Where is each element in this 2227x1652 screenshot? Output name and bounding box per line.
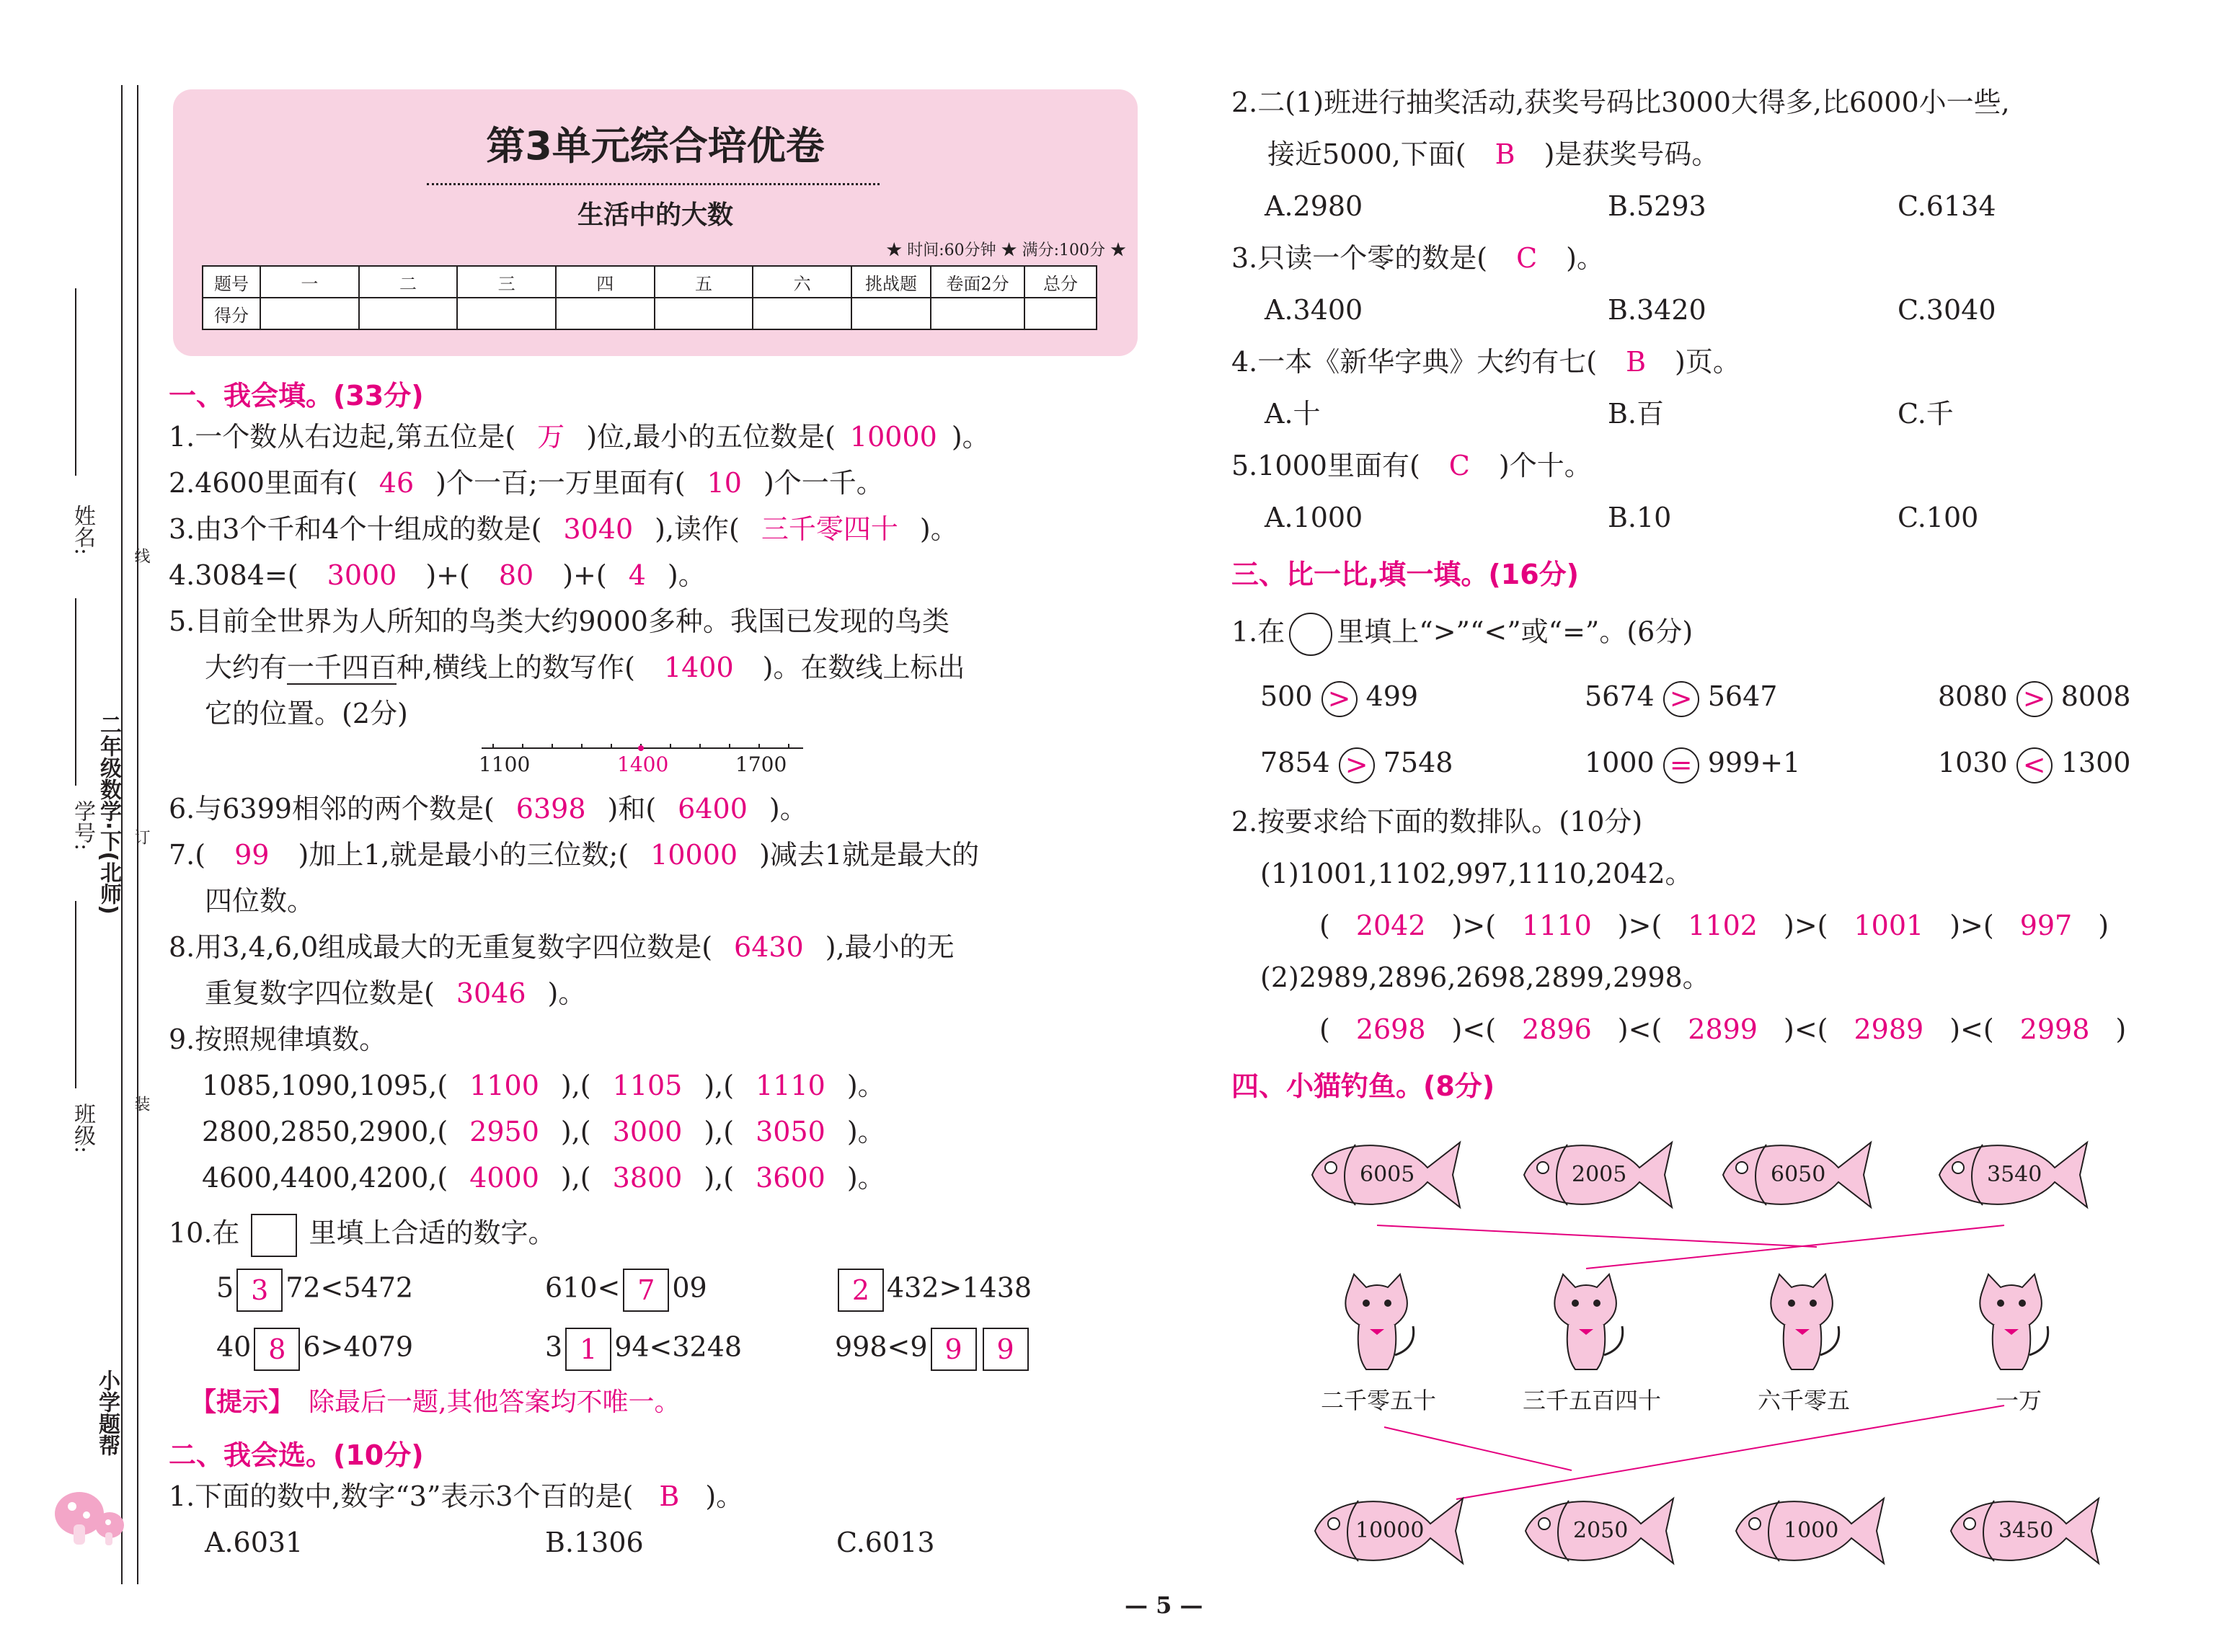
q-text: )位,最小的五位数是( [586,421,836,453]
q-text: 4600,4400,4200,( [202,1162,448,1194]
section-3-heading: 三、比一比,填一填。(16分) [1231,559,1580,590]
digit-box[interactable]: 7 [623,1269,669,1312]
option-c[interactable]: C.100 [1898,502,1979,533]
question-1-8-line2 [205,976,585,1011]
compare-item [1585,679,1777,717]
digit-fill-item [216,1328,413,1371]
score-cell[interactable] [556,298,655,329]
digit-fill-item [835,1269,1032,1312]
paren: ( [1485,910,1497,941]
question-2-4 [1231,345,1740,379]
number-line-label: 1700 [735,752,787,776]
table-cell: 卷面2分 [931,266,1024,298]
q-text: )。 [547,977,586,1009]
score-cell[interactable] [260,298,359,329]
q-text: 2800,2850,2900,( [202,1116,448,1147]
op: < [1960,1013,1983,1045]
option-a[interactable]: A.1000 [1265,502,1363,533]
time-score-info: ★ 时间:60分钟 ★ 满分:100分 ★ [886,241,1126,259]
q-text: 5.1000里面有( [1231,450,1420,481]
fish-label: 1000 [1784,1518,1839,1543]
paren: ( [1817,910,1828,941]
q-text: 里填上合适的数字。 [309,1217,556,1249]
sort-answer-2 [1319,1012,2126,1047]
answer: 6398 [515,793,586,825]
op: < [1462,1013,1486,1045]
op: < [1794,1013,1818,1045]
answer: 3046 [456,977,526,1009]
digit-fill-item [545,1269,707,1312]
question-1-7 [169,838,979,872]
q-text: 5647 [1707,680,1778,712]
book-label: 二年级数学·下(北师) [96,714,121,915]
paren: ( [1485,1013,1497,1045]
question-2-5 [1231,448,1592,483]
question-1-5-line3: 它的位置。(2分) [205,698,408,729]
digit-fill-item [545,1328,742,1371]
digit-box[interactable]: 8 [254,1328,300,1371]
tip [190,1385,680,1420]
sort-answer-1 [1319,908,2109,943]
q-text: ),( [560,1162,591,1194]
q-text: )+( [425,559,470,591]
option-c[interactable]: C.千 [1898,398,1954,430]
empty-box-icon [251,1214,297,1257]
answer: 万 [537,421,565,453]
number-line-answer-label: 1400 [617,752,669,776]
fish-6050[interactable] [1716,1132,1882,1218]
op: < [1628,1013,1652,1045]
q-text: ),最小的无 [825,931,955,963]
answer: 6400 [678,793,748,825]
fish-3450[interactable] [1944,1488,2109,1574]
q-text: 里填上“>”“<”或“=”。(6分) [1337,616,1694,648]
answer: 3000 [612,1116,683,1147]
paren: ) [1949,910,1961,941]
binding-ding: 订 [132,829,150,845]
cat-icon[interactable] [1752,1269,1853,1377]
question-1-7-line2: 四位数。 [205,885,315,917]
section-1-heading: 一、我会填。(33分) [169,380,424,412]
question-3-1 [1231,613,1693,656]
option-c[interactable]: C.6013 [836,1527,935,1558]
option-b[interactable]: B.5293 [1608,190,1706,222]
table-cell: 六 [753,266,851,298]
op: > [1960,910,1983,941]
section-4-heading: 四、小猫钓鱼。(8分) [1231,1070,1495,1102]
q-text: 998<9 [835,1331,928,1363]
compare-circle[interactable]: > [1663,681,1699,717]
q-text: 432>1438 [887,1271,1032,1304]
question-1-5-line2 [205,650,965,685]
q-text: 72<5472 [285,1271,414,1304]
cat-label: 六千零五 [1758,1387,1851,1414]
fish-3540[interactable] [1932,1132,2098,1218]
paren: ) [1451,910,1463,941]
question-1-5-line1: 5.目前全世界为人所知的鸟类大约9000多种。我国已发现的鸟类 [169,605,949,637]
answer: 4 [628,559,646,591]
score-cell[interactable] [1024,298,1097,329]
answer: 2042 [1355,910,1426,941]
answer: 4000 [469,1162,539,1194]
binding-xian: 线 [132,548,150,564]
answer: 2698 [1355,1013,1426,1045]
answer: 3040 [563,513,634,545]
mushroom-icon [50,1485,130,1550]
q-text: 1030 [1938,747,2008,778]
q-text: )减去1就是最大的 [759,839,980,871]
class-label: 班级: [70,1103,95,1154]
paren: ) [1617,910,1629,941]
digit-box[interactable]: 9 [983,1328,1029,1371]
question-2-1 [169,1479,743,1514]
op: > [1628,910,1652,941]
q-text: 500 [1260,680,1313,712]
q-text: 8080 [1938,680,2008,712]
page-number: — 5 — [1125,1591,1203,1619]
fish-2050[interactable] [1518,1488,1684,1574]
sequence-row [202,1160,885,1195]
q-text: 4.3084=( [169,559,298,591]
q-text: 610< [545,1271,621,1304]
q-text: 7548 [1383,747,1453,778]
answer: 2989 [1854,1013,1924,1045]
q-text: )和( [607,793,657,825]
answer: B [659,1480,680,1512]
underlined-text: 一千四百 [287,652,397,683]
question-2-2-line2 [1267,137,1719,172]
q-text: 6>4079 [303,1331,414,1363]
fish-label: 2005 [1572,1162,1627,1187]
question-1-9: 9.按照规律填数。 [169,1023,387,1055]
answer: 997 [2019,910,2073,941]
answer: B [1495,138,1515,170]
option-c[interactable]: C.3040 [1898,294,1996,326]
tip-text: 除最后一题,其他答案均不唯一。 [309,1387,681,1417]
question-1-6 [169,791,807,826]
sort-list-1: (1)1001,1102,997,1110,2042。 [1260,858,1693,889]
q-text: )。 [846,1116,885,1147]
answer: 99 [234,839,270,871]
answer: 1102 [1688,910,1758,941]
question-1-8 [169,930,955,964]
score-table [202,265,1097,330]
option-b[interactable]: B.1306 [545,1527,644,1558]
table-cell: 得分 [203,298,260,329]
answer: 10000 [849,421,937,453]
paren: ( [1817,1013,1828,1045]
compare-item [1260,679,1418,717]
q-text: 大约有 [205,652,288,683]
answer: 1400 [663,652,734,683]
q-text: ),( [704,1162,735,1194]
answer: 2896 [1522,1013,1592,1045]
answer: 3800 [612,1162,683,1194]
class-blank [75,901,76,1088]
q-text: )。 [705,1480,744,1512]
q-text: )。 [951,421,990,453]
empty-circle-icon [1289,613,1332,656]
question-1-4 [169,558,706,592]
option-c[interactable]: C.6134 [1898,190,1996,222]
q-text: 3.只读一个零的数是( [1231,242,1488,274]
table-cell: 挑战题 [851,266,931,298]
answer: B [1626,346,1647,378]
sort-list-2: (2)2989,2896,2698,2899,2998。 [1260,962,1710,993]
answer: 1110 [1522,910,1592,941]
compare-item [1938,679,2130,717]
q-text: )页。 [1675,346,1740,378]
compare-item [1938,745,2130,783]
digit-box[interactable]: 3 [236,1269,283,1312]
question-2-2: 2.二(1)班进行抽奖活动,获奖号码比3000大得多,比6000小一些, [1231,86,2010,118]
q-text: 7.( [169,839,206,871]
q-text: 1300 [2060,747,2131,778]
option-a[interactable]: A.3400 [1265,294,1363,326]
digit-box[interactable]: 9 [931,1328,977,1371]
answer: 3050 [756,1116,825,1147]
q-text: ),( [704,1070,735,1101]
table-cell: 四 [556,266,655,298]
q-text: 2.4600里面有( [169,467,358,499]
option-a[interactable]: A.6031 [205,1527,304,1558]
compare-circle[interactable]: < [2016,747,2053,783]
score-cell[interactable] [655,298,753,329]
question-3-2: 2.按要求给下面的数排队。(10分) [1231,806,1643,838]
number-line-label: 1100 [479,752,531,776]
fish-1000[interactable] [1729,1488,1895,1574]
fish-label: 6005 [1360,1162,1415,1187]
table-cell: 五 [655,266,753,298]
digit-fill-item [216,1269,413,1312]
compare-circle[interactable]: = [1663,747,1699,783]
tip-label: 【提示】 [190,1387,295,1417]
q-text: 1085,1090,1095,( [202,1070,448,1101]
digit-fill-item [835,1328,1032,1371]
paren: ( [1319,910,1330,941]
question-1-3 [169,512,958,546]
fish-label: 6050 [1771,1162,1826,1187]
answer: 3600 [756,1162,825,1194]
q-text: 5 [216,1271,234,1304]
fish-label: 3450 [1998,1518,2054,1543]
q-text: )个十。 [1498,450,1592,481]
compare-circle[interactable]: > [1321,681,1358,717]
name-blank [75,288,76,476]
score-cell[interactable] [851,298,931,329]
q-text: 8008 [2060,680,2131,712]
op: > [1462,910,1486,941]
table-cell: 二 [359,266,458,298]
cat-icon[interactable] [1327,1269,1427,1377]
q-text: 8.用3,4,6,0组成最大的无重复数字四位数是( [169,931,713,963]
q-text: )。 [1566,242,1604,274]
q-text: 10.在 [169,1217,240,1249]
q-text: 999+1 [1707,747,1801,778]
compare-circle[interactable]: > [2016,681,2053,717]
score-table-score-row [203,298,1097,329]
option-b[interactable]: B.3420 [1608,294,1706,326]
brand-label: 小学题帮 [94,1369,120,1456]
q-text: 94<3248 [614,1331,743,1363]
answer: 1100 [469,1070,539,1101]
option-b[interactable]: B.10 [1608,502,1672,533]
q-text: 5674 [1585,680,1655,712]
q-text: )。 [667,559,706,591]
answer: 2950 [469,1116,539,1147]
option-a[interactable]: A.2980 [1265,190,1363,222]
q-text: 1.一个数从右边起,第五位是( [169,421,516,453]
answer: 1105 [612,1070,683,1101]
paren: ) [1783,1013,1794,1045]
answer: 2899 [1688,1013,1758,1045]
q-text: 3 [545,1331,563,1363]
title-divider [427,183,880,185]
paren: ) [2115,1013,2127,1045]
option-a[interactable]: A.十 [1265,398,1321,430]
paren: ( [1983,910,1994,941]
compare-item [1585,745,1800,783]
q-text: 499 [1365,680,1419,712]
paren: ) [1949,1013,1961,1045]
fish-label: 10000 [1355,1518,1425,1543]
binding-zhuang: 装 [132,1096,150,1111]
score-cell[interactable] [359,298,458,329]
q-text: ),( [560,1070,591,1101]
fish-label: 2050 [1573,1518,1629,1543]
page-subtitle: 生活中的大数 [577,200,733,230]
q-text: 7854 [1260,747,1330,778]
q-text: )。 [846,1162,885,1194]
q-text: )个一百;一万里面有( [435,467,686,499]
answer: 80 [498,559,534,591]
answer: 6430 [734,931,804,963]
paren: ) [1451,1013,1463,1045]
answer: 1001 [1854,910,1924,941]
paren: ( [1651,910,1662,941]
score-cell[interactable] [931,298,1024,329]
compare-item [1260,745,1453,783]
q-text: )个一千。 [763,467,884,499]
q-text: )。 [769,793,807,825]
question-1-2 [169,466,884,500]
answer: 10 [707,467,742,499]
fish-label: 3540 [1987,1162,2042,1187]
answer: 10000 [650,839,738,871]
q-text: )是获奖号码。 [1544,138,1719,170]
q-text: ),( [560,1116,591,1147]
cat-label: 二千零五十 [1321,1387,1437,1414]
q-text: ),( [704,1116,735,1147]
fish-2005[interactable] [1517,1132,1683,1218]
q-text: 09 [672,1271,707,1304]
question-2-3 [1231,241,1604,275]
q-text: 3.由3个千和4个十组成的数是( [169,513,542,545]
paren: ) [2098,910,2109,941]
score-cell[interactable] [753,298,851,329]
q-text: 4.一本《新华字典》大约有七( [1231,346,1598,378]
q-text: 接近5000,下面( [1267,138,1466,170]
paren: ( [1651,1013,1662,1045]
q-text: 1.在 [1231,616,1285,648]
q-text: ),读作( [655,513,740,545]
compare-circle[interactable]: > [1339,747,1375,783]
cat-label: 三千五百四十 [1523,1387,1662,1414]
answer: 46 [378,467,415,499]
answer: 2998 [2019,1013,2090,1045]
fish-6005[interactable] [1305,1132,1471,1218]
score-table-head-row [203,266,1097,298]
fish-10000[interactable] [1308,1488,1474,1574]
op: > [1794,910,1818,941]
answer: 3000 [327,559,397,591]
number-blank [75,598,76,786]
q-text: 1.下面的数中,数字“3”表示3个百的是( [169,1480,634,1512]
q-text: 1000 [1585,747,1655,778]
table-cell: 一 [260,266,359,298]
question-1-10 [169,1214,555,1257]
paren: ( [1983,1013,1994,1045]
digit-box[interactable]: 1 [565,1328,611,1371]
answer: C [1516,242,1538,274]
cat-label: 一万 [1996,1387,2042,1414]
cat-icon[interactable] [1536,1269,1637,1377]
paren: ( [1319,1013,1330,1045]
answer: 三千零四十 [761,513,898,545]
sequence-row [202,1114,885,1149]
q-text: )。在数线上标出 [762,652,965,683]
q-text: 重复数字四位数是( [205,977,435,1009]
q-text: )+( [562,559,607,591]
q-text: 6.与6399相邻的两个数是( [169,793,495,825]
number-label: 学号: [70,800,95,851]
q-text: )加上1,就是最小的三位数;( [298,839,629,871]
sequence-row [202,1068,885,1103]
digit-box[interactable]: 2 [838,1269,884,1312]
q-text: )。 [846,1070,885,1101]
name-label: 姓名: [70,505,95,556]
q-text: )。 [919,513,958,545]
paren: ) [1783,910,1794,941]
q-text: 种,横线上的数写作( [397,652,635,683]
table-cell: 总分 [1024,266,1097,298]
header-panel [173,89,1138,356]
page-title: 第3单元综合培优卷 [486,123,825,169]
question-1-1 [169,419,990,454]
table-cell: 题号 [203,266,260,298]
option-b[interactable]: B.百 [1608,398,1665,430]
score-cell[interactable] [457,298,556,329]
table-cell: 三 [457,266,556,298]
answer: C [1448,450,1470,481]
cat-icon[interactable] [1961,1269,2062,1377]
q-text: 40 [216,1331,252,1363]
section-2-heading: 二、我会选。(10分) [169,1439,424,1471]
paren: ) [1617,1013,1629,1045]
answer: 1110 [756,1070,825,1101]
